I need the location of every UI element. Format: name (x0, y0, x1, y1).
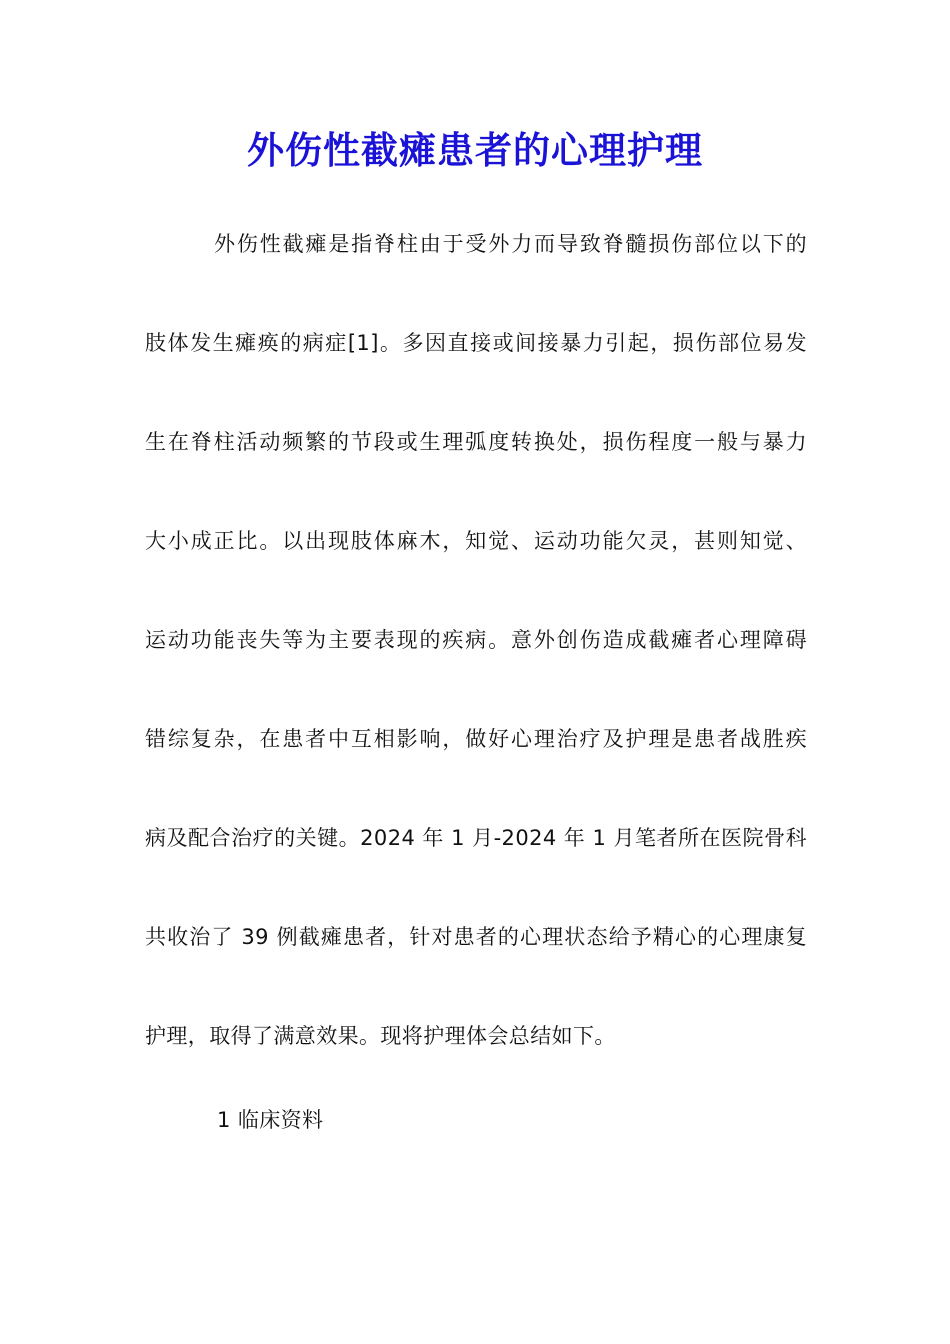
section-heading: 1 临床资料 (217, 1108, 324, 1132)
paragraph-line-8: 共收治了 39 例截瘫患者，针对患者的心理状态给予精心的心理康复 (145, 925, 807, 949)
paragraph-line-7: 病及配合治疗的关键。2024 年 1 月-2024 年 1 月笔者所在医院骨科 (145, 826, 807, 850)
paragraph-line-5: 运动功能丧失等为主要表现的疾病。意外创伤造成截瘫者心理障碍 (145, 628, 807, 652)
document-title: 外伤性截瘫患者的心理护理 (247, 128, 703, 172)
paragraph-line-9: 护理，取得了满意效果。现将护理体会总结如下。 (145, 1024, 616, 1048)
paragraph-line-4: 大小成正比。以出现肢体麻木，知觉、运动功能欠灵，甚则知觉、 (145, 529, 807, 553)
paragraph-line-3: 生在脊柱活动频繁的节段或生理弧度转换处，损伤程度一般与暴力 (145, 430, 807, 454)
paragraph-line-1: 外伤性截瘫是指脊柱由于受外力而导致脊髓损伤部位以下的 (214, 232, 807, 256)
paragraph-line-6: 错综复杂，在患者中互相影响，做好心理治疗及护理是患者战胜疾 (145, 727, 807, 751)
paragraph-line-2: 肢体发生瘫痪的病症[1]。多因直接或间接暴力引起，损伤部位易发 (145, 331, 807, 355)
